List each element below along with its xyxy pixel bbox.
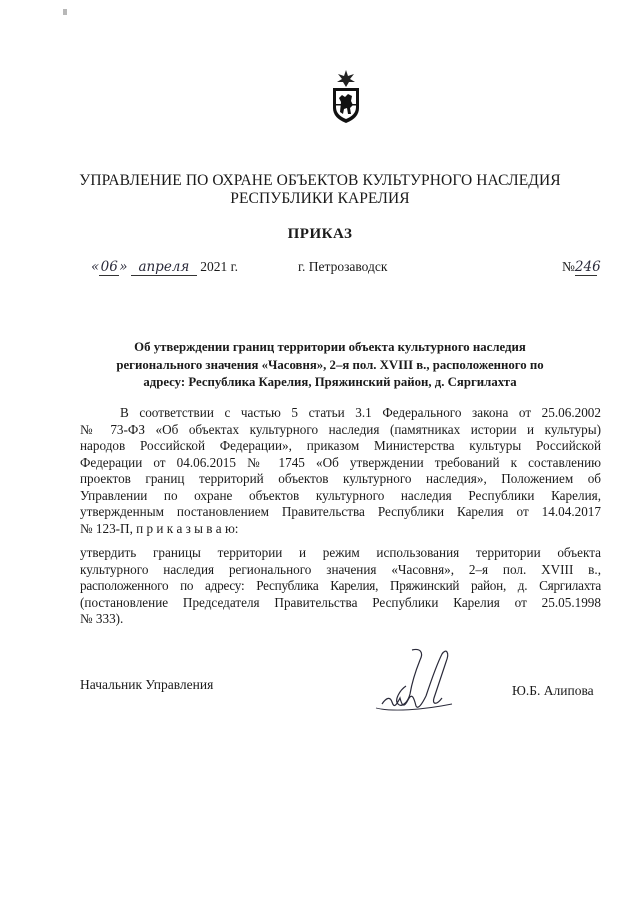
paragraph-line: проектов границ территорий объектов культурного наследия», Положением об <box>80 471 601 486</box>
paragraph-line: Федерации от 04.06.2015 № 1745 «Об утверждении требований к составлению <box>80 454 601 470</box>
date-day: 06 <box>100 259 118 275</box>
signatory-position: Начальник Управления <box>80 677 214 692</box>
handwritten-signature <box>372 646 482 716</box>
paragraph-line: (постановление Председателя Правительства Республики Карелия от 25.05.1998 <box>80 594 601 610</box>
paragraph-line: № 73-ФЗ «Об объектах культурного наследия (памятниках истории и культуры) <box>80 421 601 437</box>
document-subject <box>70 339 590 392</box>
paragraph-line: утвердить границы территории и режим использования территории объекта <box>80 545 601 560</box>
paragraph-line: утвержденным постановлением Правительства Республики Карелия от 14.04.2017 <box>80 504 601 519</box>
paragraph-line: Управлении по охране объектов культурного наследия Республики Карелия, <box>80 487 601 503</box>
organization-name-line1: УПРАВЛЕНИЕ ПО ОХРАНЕ ОБЪЕКТОВ КУЛЬТУРНОГО НАСЛЕДИЯ <box>79 172 561 189</box>
subject-line: регионального значения «Часовня», 2–я пол. XVIII в., расположенного по <box>116 357 544 372</box>
scan-mark <box>63 9 67 15</box>
number-value: 246 <box>574 259 601 275</box>
subject-line: адресу: Республика Карелия, Пряжинский район, д. Сяргилахта <box>143 375 517 389</box>
karelia-coat-of-arms-icon <box>329 68 363 124</box>
paragraph-line: № 333). <box>80 611 124 626</box>
paragraph-line: расположенного по адресу: Республика Карелия, Пряжинский район, д. Сяргилахта <box>80 578 601 593</box>
date-year: 2021 г. <box>200 259 239 274</box>
paragraph-line: № 123-П, п р и к а з ы в а ю: <box>80 520 239 536</box>
preamble-paragraph <box>80 405 601 537</box>
paragraph-line: народов Российской Федерации», приказом Министерства культуры Российской <box>80 438 601 453</box>
signatory-name: Ю.Б. Алипова <box>512 683 594 698</box>
paragraph-line: культурного наследия регионального значения «Часовня», 2–я пол. XVIII в., <box>80 561 601 577</box>
subject-line: Об утверждении границ территории объекта культурного наследия <box>134 340 526 354</box>
document-title: ПРИКАЗ <box>287 226 353 242</box>
date-month: апреля <box>131 259 197 276</box>
document-city: г. Петрозаводск <box>298 259 388 274</box>
number-label: № <box>562 259 575 274</box>
document-number <box>562 259 601 276</box>
organization-name-line2: РЕСПУБЛИКИ КАРЕЛИЯ <box>230 190 410 207</box>
document-date: «06» апреля 2021 г. <box>91 259 239 275</box>
order-paragraph <box>80 545 601 628</box>
paragraph-line: В соответствии с частью 5 статьи 3.1 Федерального закона от 25.06.2002 <box>120 405 601 420</box>
